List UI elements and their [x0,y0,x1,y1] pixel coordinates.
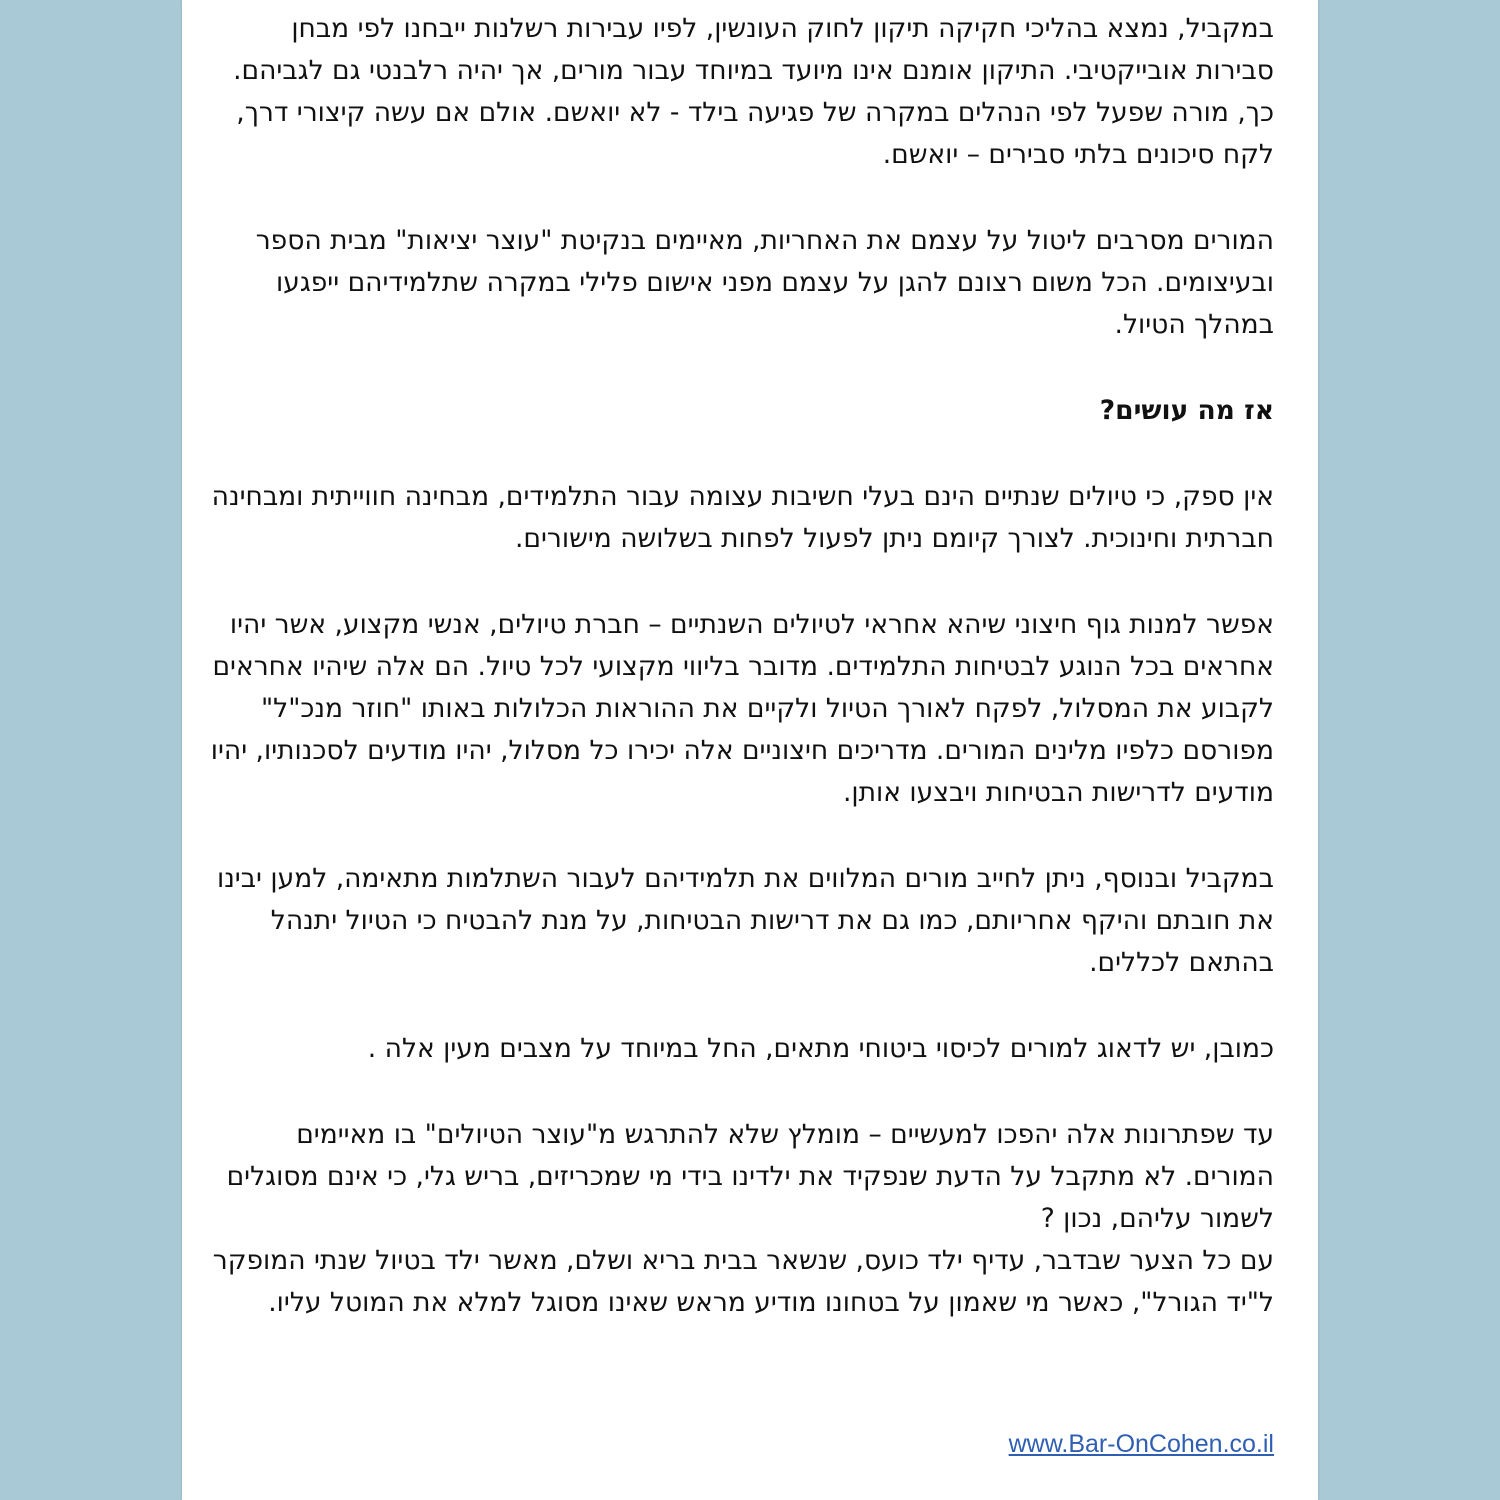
paragraph-training: במקביל ובנוסף, ניתן לחייב מורים המלווים את תלמידיהם לעבור השתלמות מתאימה, למען יבינו את חובתם והיקף אחריותם, כמו גם את דרישות הבטיחות, על מנת להבטיח כי הטיול יתנהל בהתאם לכללים. [216,863,1274,978]
section-heading: אז מה עושים? [1099,395,1274,426]
document-page [182,0,1318,1500]
paragraph-external-body: אפשר למנות גוף חיצוני שיהא אחראי לטיולים השנתיים – חברת טיולים, אנשי מקצוע, אשר יהיו אחראים בכל הנוגע לבטיחות התלמידים. מדובר בליווי מקצועי לכל טיול. הם אלה שיהיו אחראים לקבוע את המסלול, לפקח לאורך הטיול ולקיים את ההוראות הכלולות באותו "חוזר מנכ"ל" מפורסם כלפיו מלינים המורים. מדריכים חיצוניים אלה יכירו כל מסלול, יהיו מודעים לסכנותיו, יהיו מודעים לדרישות הבטיחות ויבצעו אותן. [210,609,1274,808]
website-link[interactable]: www.Bar-OnCohen.co.il [1008,1430,1274,1458]
paragraph-gap [210,984,1274,1028]
paragraph-legislation: במקביל, נמצא בהליכי חקיקה תיקון לחוק העונשין, לפיו עבירות רשלנות ייבחנו לפי מבחן סבירות אובייקטיבי. התיקון אומנם אינו מיועד במיוחד עבור מורים, אך יהיה רלבנטי גם לגביהם. כך, מורה שפעל לפי הנהלים במקרה של פגיעה בילד - לא יואשם. אולם אם עשה קיצורי דרך, לקח סיכונים בלתי סבירים – יואשם. [233,13,1274,170]
document-body [210,8,1274,1324]
paragraph-gap [210,1070,1274,1114]
paragraph-recommendation: עד שפתרונות אלה יהפכו למעשיים – מומלץ שלא להתרגש מ"עוצר הטיולים" בו מאיימים המורים. לא מתקבל על הדעת שנפקיד את ילדינו בידי מי שמכריזים, בריש גלי, כי אינם מסוגלים לשמור עליהם, נכון ? [226,1119,1274,1234]
paragraph-importance: אין ספק, כי טיולים שנתיים הינם בעלי חשיבות עצומה עבור התלמידים, מבחינה חווייתית ומבחינה חברתית וחינוכית. לצורך קיומם ניתן לפעול לפחות בשלושה מישורים. [211,481,1274,554]
paragraph-gap [210,346,1274,390]
paragraph-conclusion: עם כל הצער שבדבר, עדיף ילד כועס, שנשאר בבית בריא ושלם, מאשר ילד בטיול שנתי המופקר ל"יד הגורל", כאשר מי שאמון על בטחונו מודיע מראש שאינו מסוגל למלא את המוטל עליו. [212,1245,1274,1318]
paragraph-insurance: כמובן, יש לדאוג למורים לכיסוי ביטוחי מתאים, החל במיוחד על מצבים מעין אלה . [367,1033,1274,1064]
paragraph-gap [210,176,1274,220]
paragraph-gap [210,560,1274,604]
paragraph-gap [210,432,1274,476]
paragraph-teachers-refuse: המורים מסרבים ליטול על עצמם את האחריות, מאיימים בנקיטת "עוצר יציאות" מבית הספר ובעיצומים. הכל משום רצונם להגן על עצמם מפני אישום פלילי במקרה שתלמידיהם ייפגעו במהלך הטיול. [255,225,1274,340]
paragraph-gap [210,814,1274,858]
